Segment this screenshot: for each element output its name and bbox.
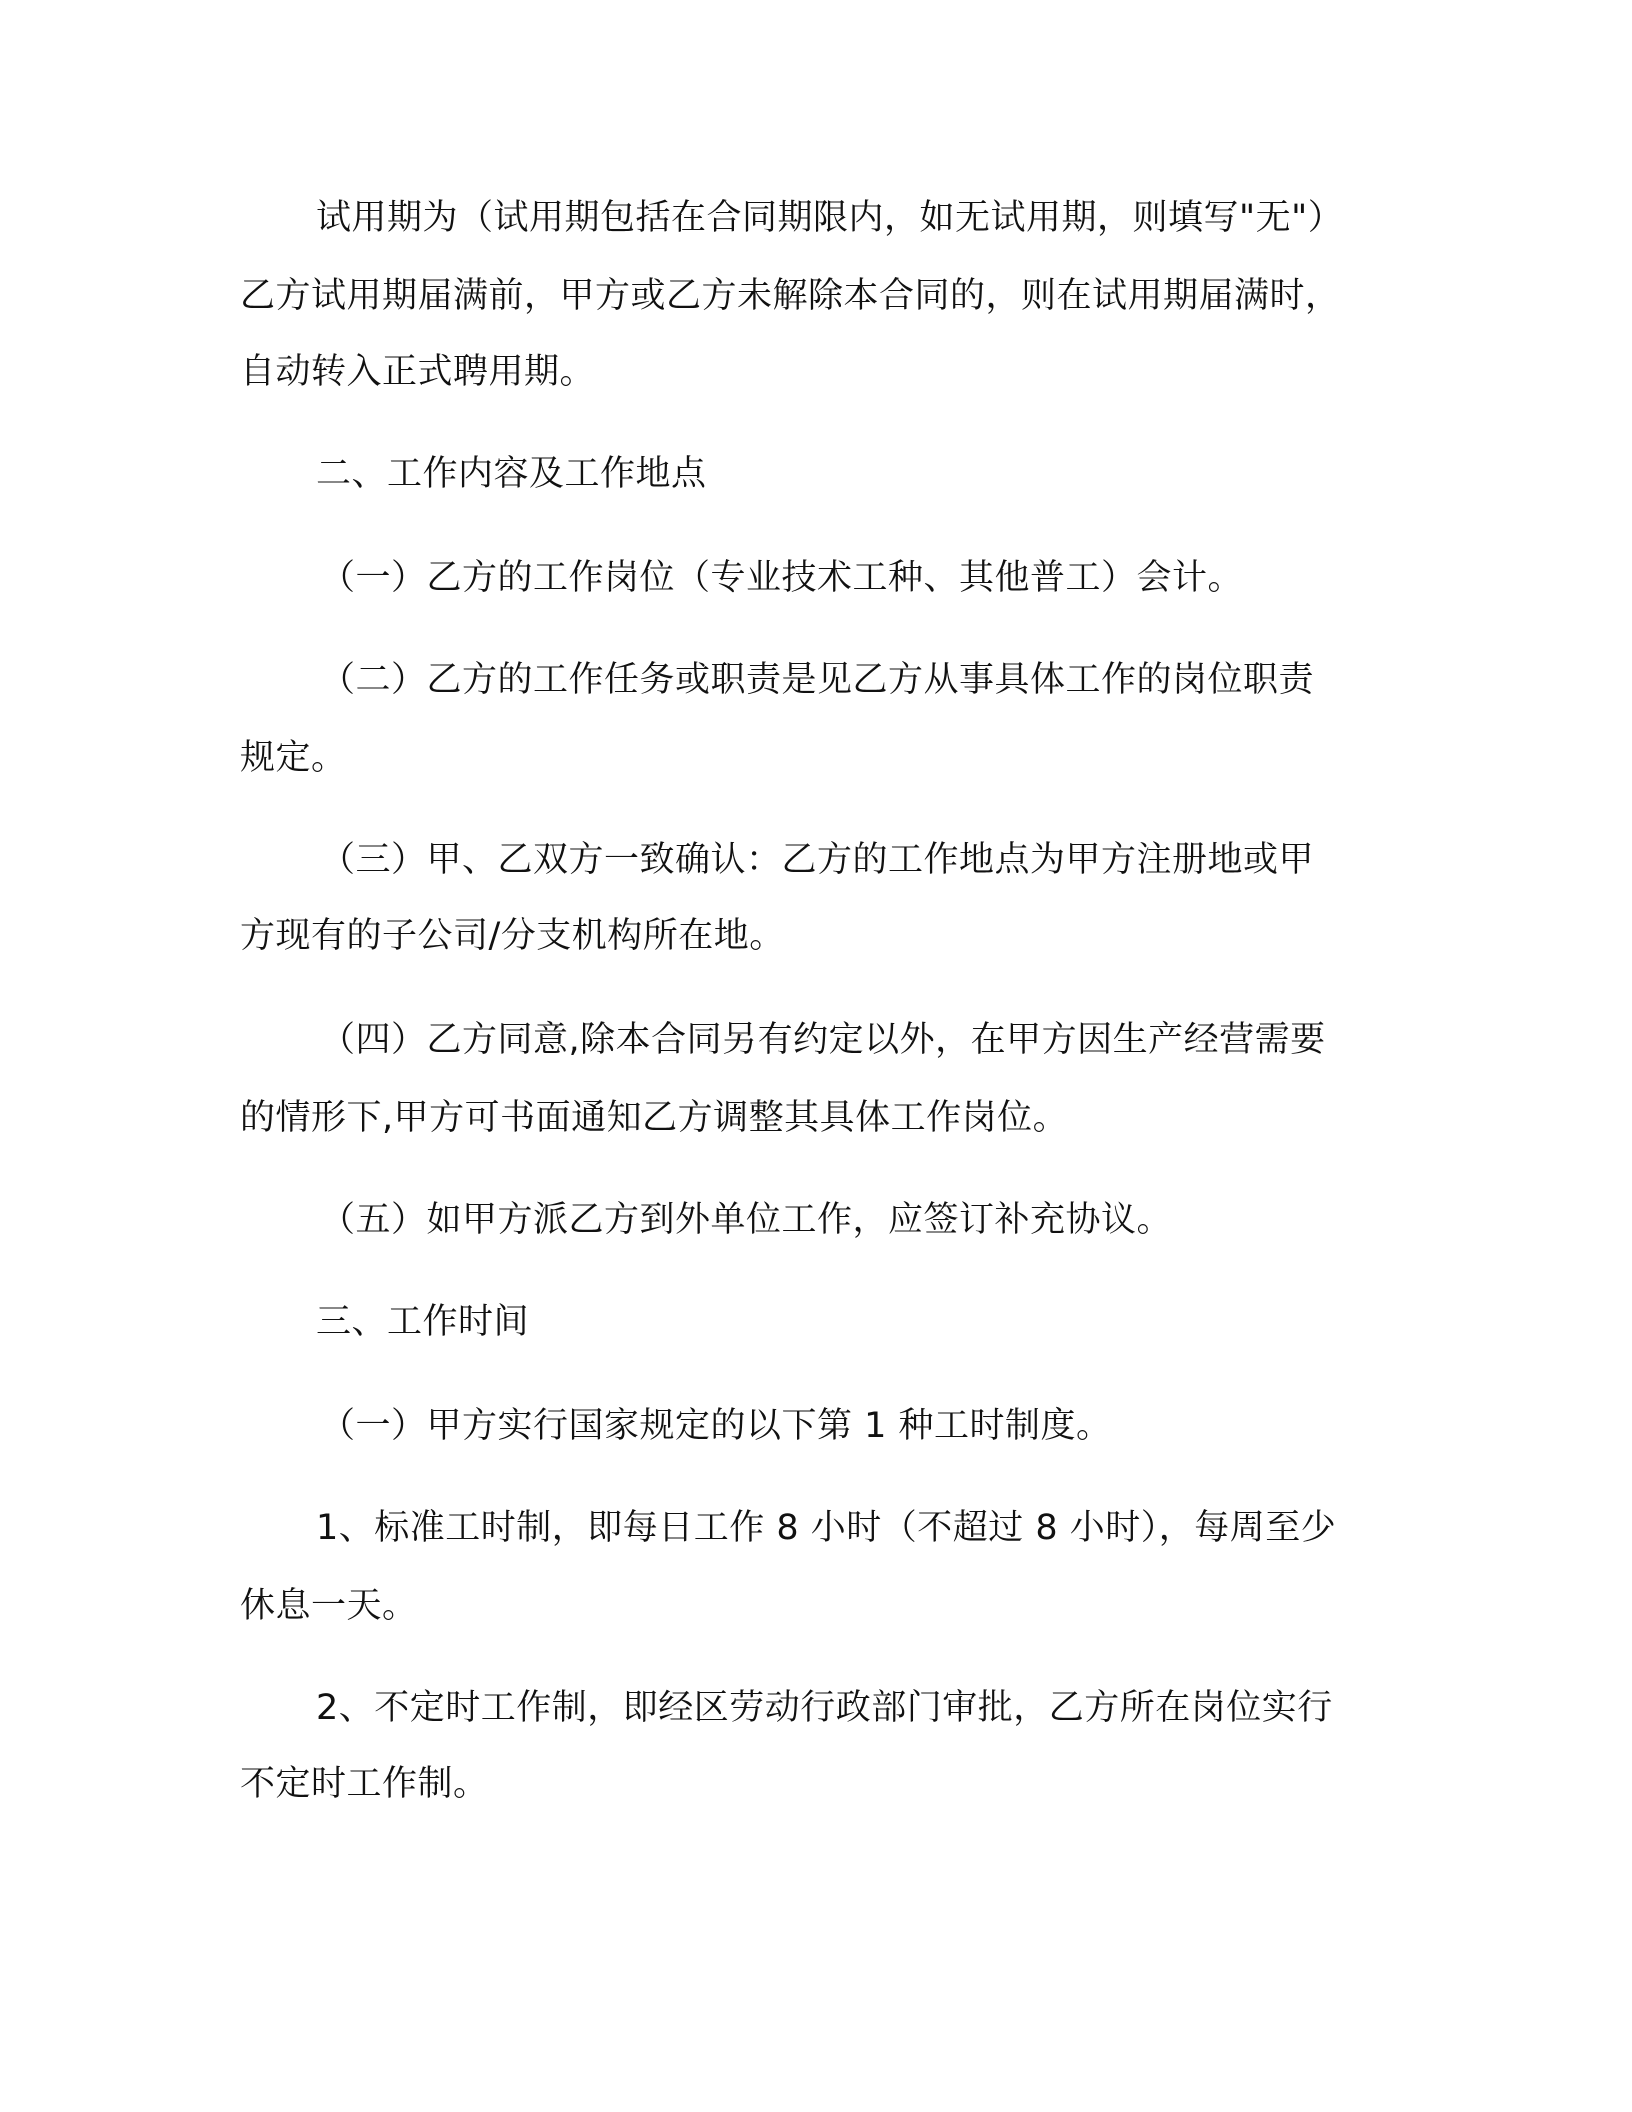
s2-item-3-line-1: （三）甲、乙双方一致确认：乙方的工作地点为甲方注册地或甲 (320, 840, 1315, 880)
section-3-heading: 三、工作时间 (316, 1302, 530, 1342)
s2-item-2-line-2: 规定。 (240, 738, 347, 778)
s2-item-1-line-1: （一）乙方的工作岗位（专业技术工种、其他普工）会计。 (320, 558, 1244, 598)
probation-line-2: 乙方试用期届满前，甲方或乙方未解除本合同的，则在试用期届满时， (240, 276, 1341, 316)
s2-item-5-line-1: （五）如甲方派乙方到外单位工作，应签订补充协议。 (320, 1200, 1173, 1240)
s3-point-1-line-1: 1、标准工时制，即每日工作 8 小时（不超过 8 小时），每周至少 (316, 1508, 1337, 1548)
section-2-heading: 二、工作内容及工作地点 (316, 454, 707, 494)
s3-point-2-line-1: 2、不定时工作制，即经区劳动行政部门审批，乙方所在岗位实行 (316, 1688, 1333, 1728)
probation-line-3: 自动转入正式聘用期。 (240, 352, 596, 392)
s2-item-4-line-2: 的情形下,甲方可书面通知乙方调整其具体工作岗位。 (240, 1098, 1069, 1138)
s2-item-2-line-1: （二）乙方的工作任务或职责是见乙方从事具体工作的岗位职责 (320, 660, 1315, 700)
s2-item-4-line-1: （四）乙方同意,除本合同另有约定以外，在甲方因生产经营需要 (320, 1020, 1326, 1060)
s3-item-1-line-1: （一）甲方实行国家规定的以下第 1 种工时制度。 (320, 1406, 1112, 1446)
s2-item-3-line-2: 方现有的子公司/分支机构所在地。 (240, 916, 785, 956)
s3-point-1-line-2: 休息一天。 (240, 1586, 418, 1626)
probation-line-1: 试用期为（试用期包括在合同期限内，如无试用期，则填写"无"） (316, 198, 1344, 238)
s3-point-2-line-2: 不定时工作制。 (240, 1764, 489, 1804)
